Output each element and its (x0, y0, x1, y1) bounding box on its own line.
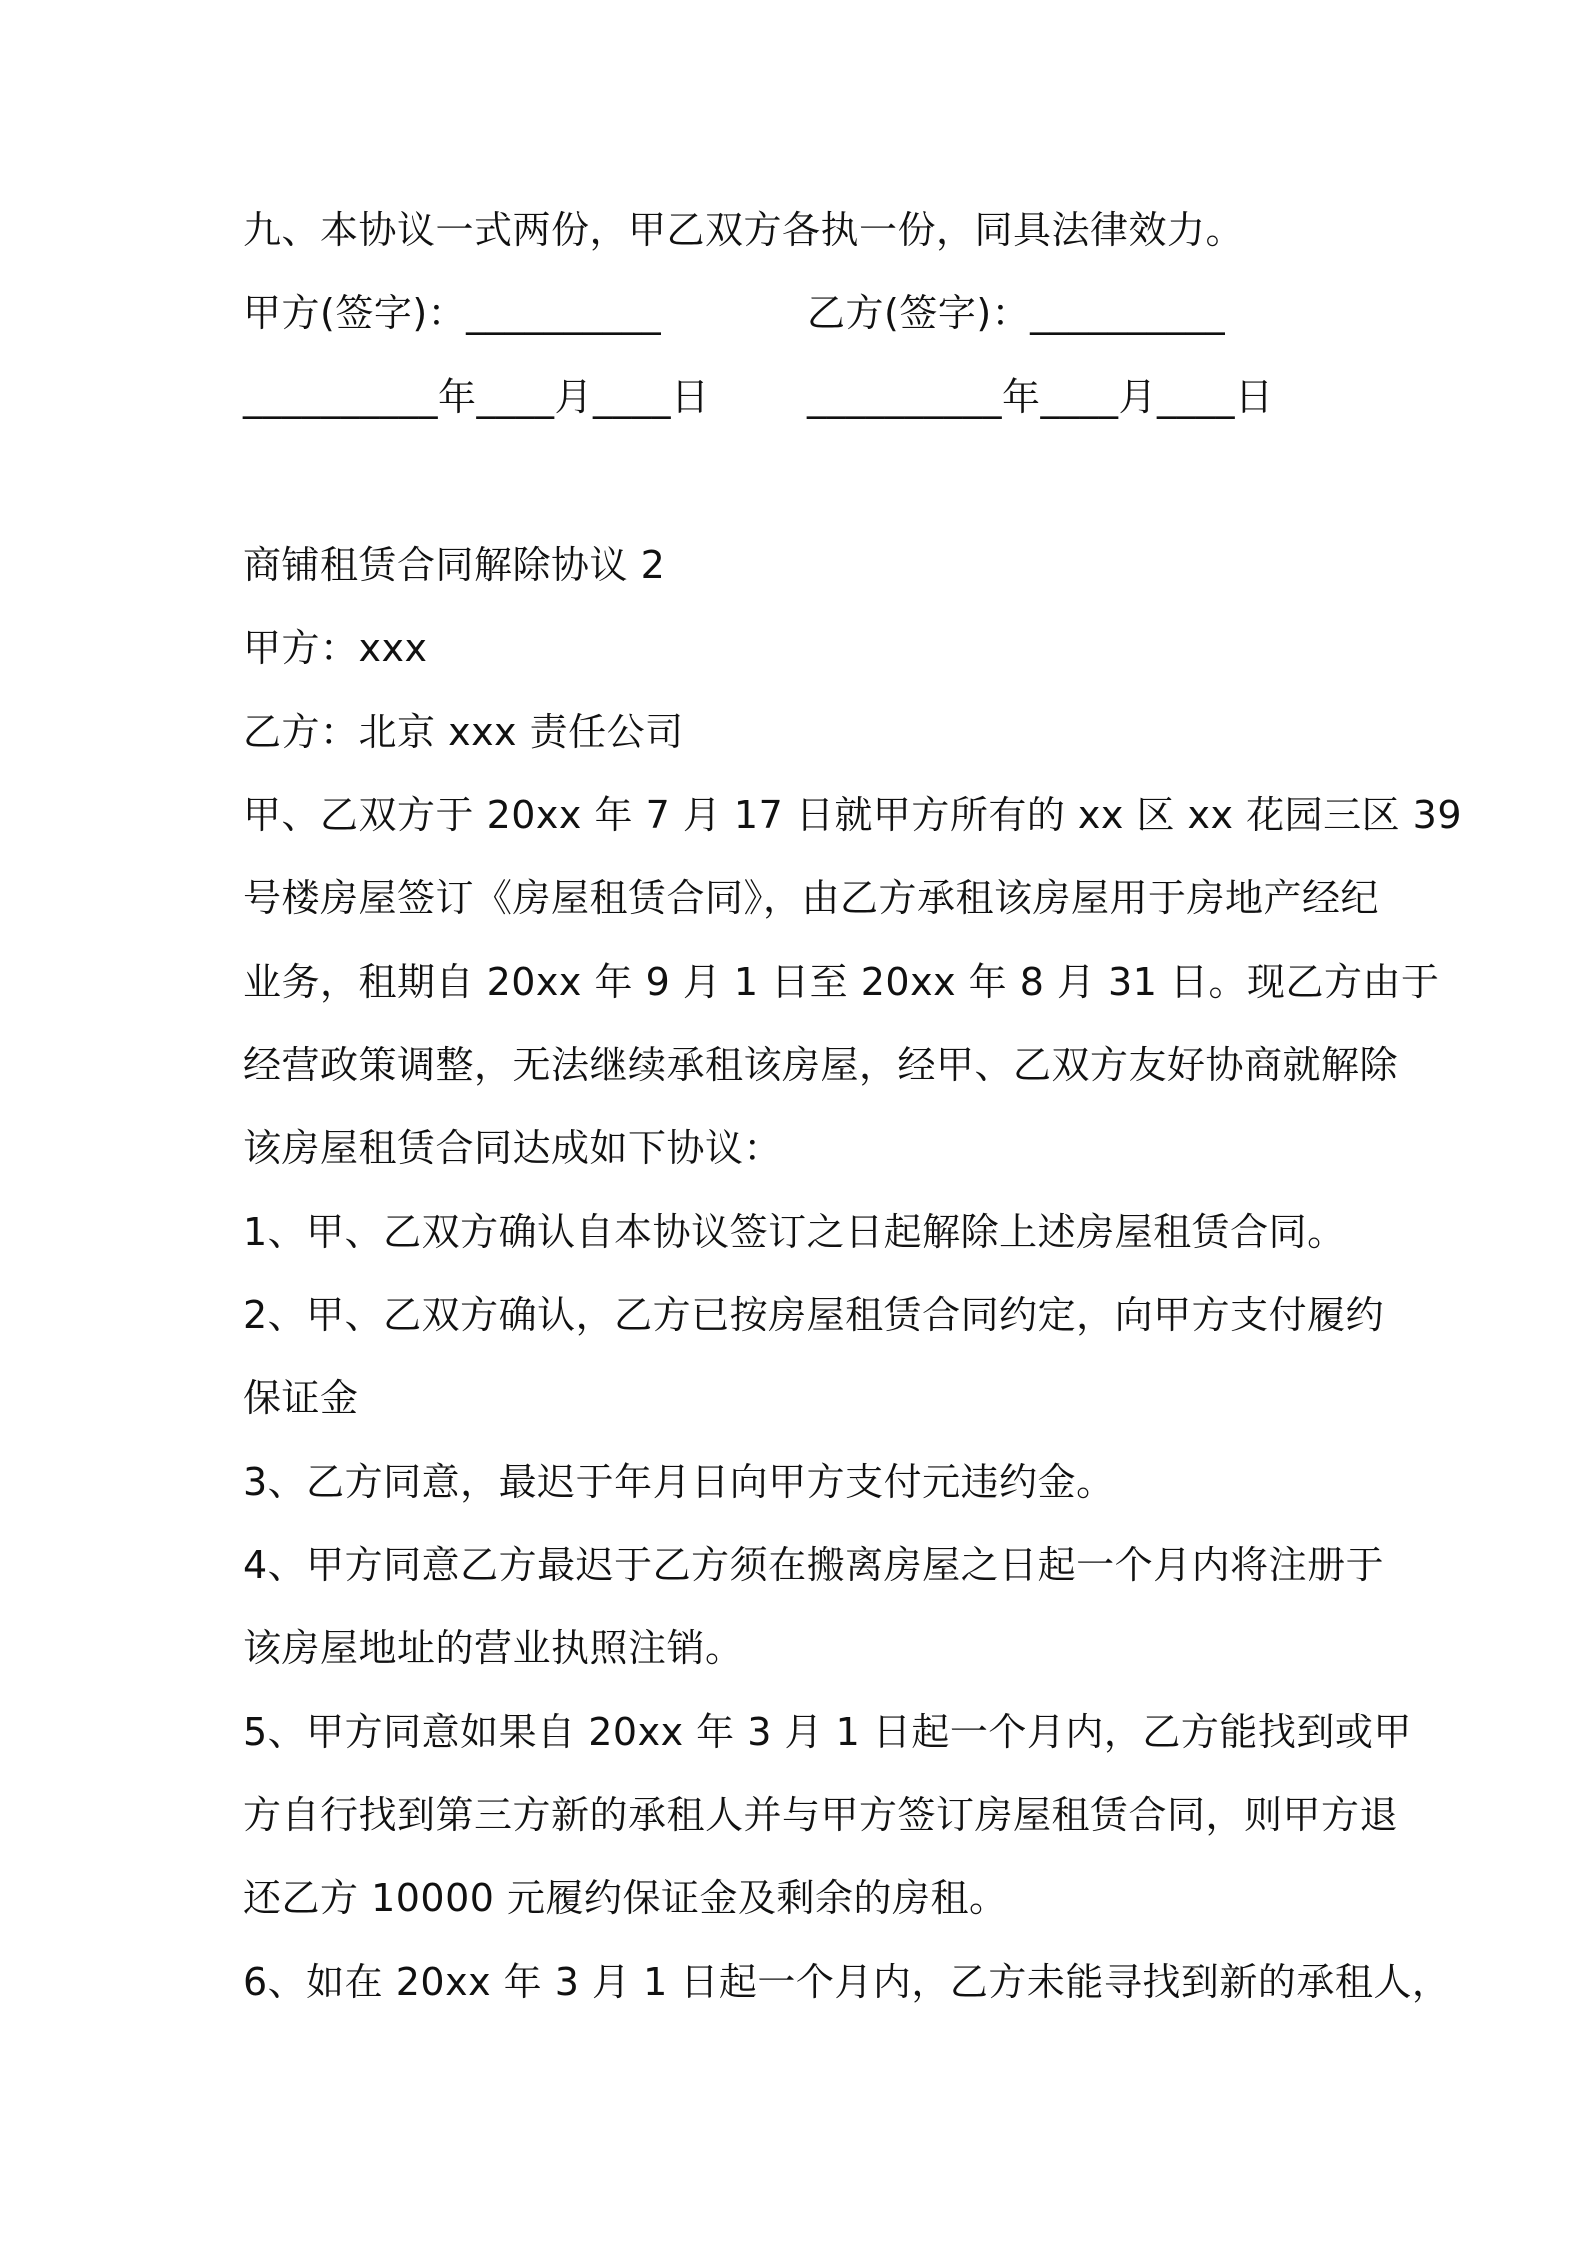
intro-line: 业务，租期自 20xx 年 9 月 1 日至 20xx 年 8 月 31 日。现乙方由于 (243, 960, 1440, 1004)
intro-line: 经营政策调整，无法继续承租该房屋，经甲、乙双方友好协商就解除 (243, 1043, 1399, 1087)
item-6: 6、如在 20xx 年 3 月 1 日起一个月内，乙方未能寻找到新的承租人， (243, 1960, 1451, 2004)
intro-line: 该房屋租赁合同达成如下协议： (243, 1126, 783, 1170)
item-5-line: 还乙方 10000 元履约保证金及剩余的房租。 (243, 1876, 1008, 1920)
item-3: 3、乙方同意，最迟于年月日向甲方支付元违约金。 (243, 1460, 1115, 1504)
item-5-line: 方自行找到第三方新的承租人并与甲方签订房屋租赁合同，则甲方退 (243, 1793, 1399, 1837)
item-2-line: 2、甲、乙双方确认，乙方已按房屋租赁合同约定，向甲方支付履约 (243, 1293, 1385, 1337)
party-a-signature: 甲方(签字)：__________ (243, 291, 662, 335)
party-b-signature: 乙方(签字)：__________ (807, 291, 1226, 335)
intro-line: 甲、乙双方于 20xx 年 7 月 17 日就甲方所有的 xx 区 xx 花园三区 39 (243, 793, 1463, 837)
party-b-date: __________年____月____日 (807, 375, 1274, 419)
item-4-line: 该房屋地址的营业执照注销。 (243, 1626, 744, 1670)
party-b-name: 乙方：北京 xxx 责任公司 (243, 710, 684, 754)
item-5-line: 5、甲方同意如果自 20xx 年 3 月 1 日起一个月内，乙方能找到或甲 (243, 1710, 1412, 1754)
item-1: 1、甲、乙双方确认自本协议签订之日起解除上述房屋租赁合同。 (243, 1210, 1346, 1254)
item-2-line: 保证金 (243, 1376, 359, 1420)
party-a-date: __________年____月____日 (243, 375, 710, 419)
intro-line: 号楼房屋签订《房屋租赁合同》，由乙方承租该房屋用于房地产经纪 (243, 876, 1380, 920)
item-4-line: 4、甲方同意乙方最迟于乙方须在搬离房屋之日起一个月内将注册于 (243, 1543, 1385, 1587)
agreement-title: 商铺租赁合同解除协议 2 (243, 543, 666, 587)
party-a-name: 甲方：xxx (243, 626, 428, 670)
clause-9: 九、本协议一式两份，甲乙双方各执一份，同具法律效力。 (243, 208, 1245, 252)
